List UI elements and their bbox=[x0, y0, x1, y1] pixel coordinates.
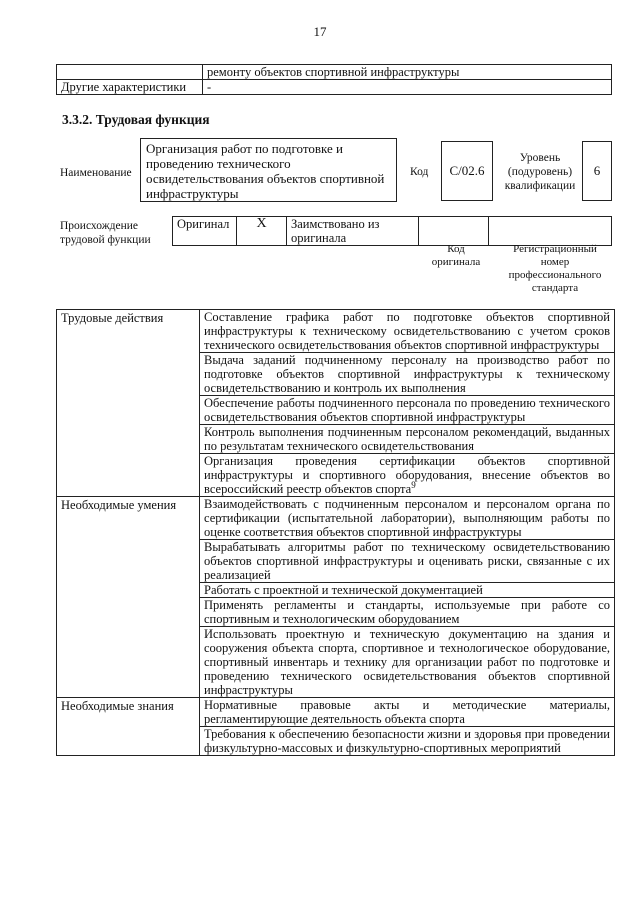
table-row bbox=[173, 217, 612, 246]
footnote-mark: 9 bbox=[411, 479, 416, 490]
level-label: Уровень (подуровень) квалификации bbox=[504, 152, 576, 192]
code-label: Код bbox=[410, 166, 429, 178]
list-item: Требования к обеспечению безопасности жизни и здоровья при проведении физкультурно-массовых и физкультурно-спортивных мероприятий bbox=[200, 727, 615, 756]
reg-number-caption: Регистрационный номер профессионального стандарта bbox=[508, 243, 602, 294]
function-name-box: Организация работ по подготовке и проведению технического освидетельствования объектов спортивной инфраструктуры bbox=[140, 138, 397, 202]
characteristics-table bbox=[56, 64, 612, 95]
table-row bbox=[57, 65, 612, 80]
name-label: Наименование bbox=[60, 167, 132, 179]
borrowed-label: Заимствовано из оригинала bbox=[287, 217, 419, 246]
origin-table bbox=[172, 216, 612, 246]
reg-number-cell bbox=[489, 217, 612, 246]
code-original-cell bbox=[419, 217, 489, 246]
list-item: Обеспечение работы подчиненного персонала по проведению технического освидетельствования объектов спортивной инфраструктуры bbox=[200, 396, 615, 425]
function-code-box: C/02.6 bbox=[441, 141, 493, 201]
original-mark: X bbox=[237, 217, 287, 246]
original-label: Оригинал bbox=[173, 217, 237, 246]
code-original-caption: Код оригинала bbox=[431, 243, 481, 268]
category-labor-actions: Трудовые действия bbox=[57, 310, 200, 497]
list-item bbox=[200, 454, 615, 497]
list-item: Нормативные правовые акты и методические материалы, регламентирующие деятельность объекта спорта bbox=[200, 698, 615, 727]
table-row bbox=[57, 497, 615, 540]
characteristics-value: - bbox=[203, 80, 612, 95]
list-item: Взаимодействовать с подчиненным персоналом и персоналом органа по сертификации (испытательной лаборатории), выполняющим работы по оценке соответствия объектов спортивной инфраструктуры bbox=[200, 497, 615, 540]
list-item: Контроль выполнения подчиненным персоналом рекомендаций, выданных по результатам технического освидетельствования bbox=[200, 425, 615, 454]
table-row bbox=[57, 80, 612, 95]
list-item-text: Организация проведения сертификации объектов спортивной инфраструктуры и спортивного оборудования, внесение объектов во всероссийский реестр объектов спорта bbox=[204, 454, 610, 496]
list-item: Применять регламенты и стандарты, используемые при работе со спортивным и технологическим оборудованием bbox=[200, 598, 615, 627]
table-row bbox=[57, 698, 615, 727]
list-item: Составление графика работ по подготовке объектов спортивной инфраструктуры к техническому освидетельствованию с учетом сроков технического освидетельствования объектов спортивной инфраструктуры bbox=[200, 310, 615, 353]
origin-label: Происхождение трудовой функции bbox=[60, 220, 151, 246]
page-number: 17 bbox=[313, 24, 327, 39]
list-item: Вырабатывать алгоритмы работ по техническому освидетельствованию объектов спортивной инфраструктуры и оценивать риски, связанные с их реализацией bbox=[200, 540, 615, 583]
category-required-knowledge: Необходимые знания bbox=[57, 698, 200, 756]
list-item: Работать с проектной и технической документацией bbox=[200, 583, 615, 598]
category-required-skills: Необходимые умения bbox=[57, 497, 200, 698]
characteristics-value: ремонту объектов спортивной инфраструктуры bbox=[203, 65, 612, 80]
characteristics-label: Другие характеристики bbox=[57, 80, 203, 95]
characteristics-label bbox=[57, 65, 203, 80]
table-row bbox=[57, 310, 615, 353]
list-item: Выдача заданий подчиненному персоналу на производство работ по подготовке объектов спортивной инфраструктуры к техническому освидетельствованию и контроль их выполнения bbox=[200, 353, 615, 396]
section-title: 3.3.2. Трудовая функция bbox=[62, 112, 210, 127]
list-item: Использовать проектную и техническую документацию на здания и сооружения объекта спорта, спортивное и технологическое оборудование, спортивный инвентарь и технику для организации работ по подготовке и проведению технического освидетельствования объектов спортивной инфраструктуры bbox=[200, 627, 615, 698]
function-level-box: 6 bbox=[582, 141, 612, 201]
function-details-table bbox=[56, 309, 615, 756]
